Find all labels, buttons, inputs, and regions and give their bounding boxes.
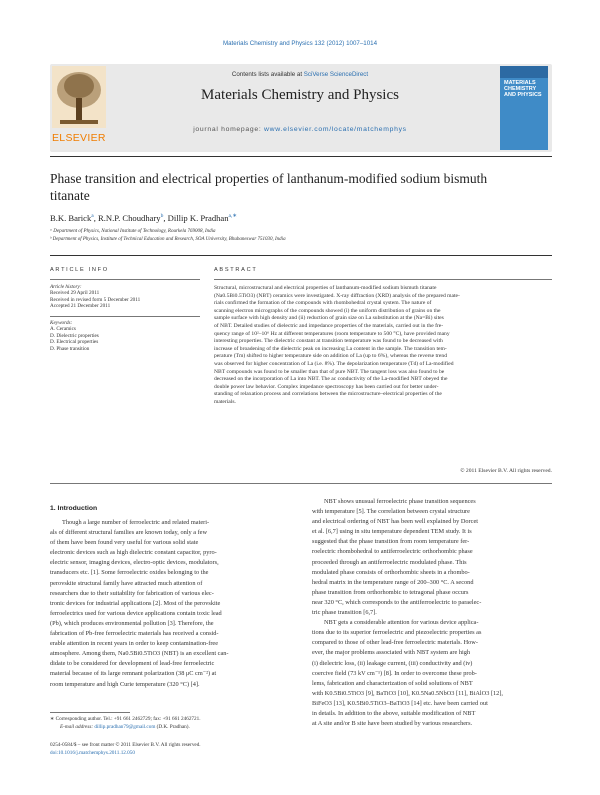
intro-right-column: [312, 497, 552, 729]
abstract-line: of NBT. Detailed studies of dielectric and impedance properties of the materials, carried out in the fre-: [214, 322, 444, 329]
body-line: fabrication of Pb-free ferroelectric materials has received a consid-: [50, 630, 219, 638]
body-line: tronic devices for industrial applications [2]. Most of the perovskite: [50, 599, 221, 607]
issn-line: 0254-0584/$ – see front matter © 2011 Elsevier B.V. All rights reserved.: [50, 742, 201, 748]
author-affil-marker[interactable]: b: [160, 213, 164, 220]
contents-prefix: Contents lists available at: [231, 71, 303, 78]
body-line: Though a large number of ferroelectric and related materi-: [62, 519, 210, 526]
abstract-bottom-rule: [50, 483, 552, 484]
body-line: NBT shows unusual ferroelectric phase transition sequences: [324, 498, 476, 505]
homepage-prefix: journal homepage:: [193, 126, 262, 133]
email-label: E-mail address:: [60, 724, 94, 730]
intro-left-column: [50, 518, 293, 690]
keywords-rule: [50, 316, 200, 317]
body-line: and electrical ordering of NBT has been well explained by Dorcet: [312, 518, 478, 526]
keywords-block: [50, 320, 99, 352]
author-affil-marker[interactable]: a: [91, 213, 94, 220]
homepage-link[interactable]: www.elsevier.com/locate/matchemphys: [264, 126, 407, 133]
abstract-line: increase of broadening of the dielectric peak on increasing La content in the sample. The transition tem-: [214, 345, 447, 352]
body-line: (i) dielectric loss, (ii) leakage current, (iii) conductivity and (iv): [312, 659, 473, 667]
email-suffix: (D.K. Pradhan).: [156, 724, 190, 730]
abstract-body: [214, 285, 552, 407]
body-line: roelectric rhombohedral to antiferroelectric orthorhombic phase: [312, 548, 473, 556]
corresponding-author-note: ∗ Corresponding author. Tel.: +91 661 2462729; fax: +91 661 2462721.: [50, 716, 201, 722]
abstract-line: (Na0.5Bi0.5TiO3) (NBT) ceramics were investigated. X-ray diffraction (XRD) analysis of the prepared mate-: [214, 292, 460, 299]
abstract-line: sample surface with high density and (ii) reduction of grain size on La substitution at the (Na=Bi) sites: [214, 315, 444, 322]
article-history: [50, 284, 140, 310]
history-item: Received 29 April 2011: [50, 290, 100, 297]
body-line: ever, the major problems associated with NBT system are high: [312, 649, 471, 657]
footnote-rule: [50, 712, 130, 713]
body-line: material because of its large remnant polarization (38 μC cm⁻²) at: [50, 670, 217, 678]
body-line: perovskite structural family have attracted much attention of: [50, 579, 203, 587]
body-line: erable attention in recent years in order to keep contamination-free: [50, 640, 219, 648]
header-rule: [50, 156, 552, 157]
history-item: Received in revised form 5 December 2011: [50, 296, 141, 303]
abstract-line: scanning electron micrographs of the compounds showed (i) the uniform distribution of grains on the: [214, 307, 441, 314]
body-line: phase transition from orthorhombic to tetragonal phase occurs: [312, 588, 469, 596]
journal-reference[interactable]: Materials Chemistry and Physics 132 (2012) 1007–1014: [222, 40, 378, 47]
author-name: R.N.P. Choudhary: [98, 213, 161, 223]
body-line: researchers due to their suitability for fabrication of various elec-: [50, 589, 214, 597]
abstract-line: quency range of 10²–10⁶ Hz at different temperatures (room temperature to 500 °C), have provided many: [214, 330, 450, 337]
body-line: in details. In addition to the above, suitable modification of NBT: [312, 709, 476, 717]
body-line: with K0.5Bi0.5TiO3 [9], BaTiO3 [10], K0.5Na0.5NbO3 [11], BiAlO3 [12],: [312, 689, 504, 697]
abstract-line: NBT compounds was found to be smaller than that of pure NBT. The tangent loss was also found to be: [214, 368, 445, 375]
abstract-line: perature (Tm) shifted to higher temperature side on addition of La (up to 6%), whereas the reverse trend: [214, 353, 447, 360]
keywords-label: Keywords:: [50, 320, 73, 326]
cover-title: MATERIALS CHEMISTRY AND PHYSICS: [504, 80, 542, 98]
journal-cover-image: [500, 66, 548, 150]
body-line: transducers etc. [1]. Some ferroelectric oxides belonging to the: [50, 569, 209, 577]
keyword: D. Phase transition: [50, 345, 90, 352]
abstract-line: materials.: [214, 398, 236, 405]
title-rule: [50, 255, 552, 256]
abstract-line: standing of relaxation process and correlations between the microstructure–electrical properties of the: [214, 391, 442, 398]
abstract-rule: [214, 279, 552, 280]
author-list: B.K. Barick$^a$, R.N.P. Choudhary$^b$, Dillip K. Pradhan$^{a,∗}$: [50, 213, 237, 223]
abstract-line: decreased on the incorporation of La into NBT. The ac conductivity of the La-modified NBT obeyed the: [214, 376, 448, 383]
article-title: Phase transition and electrical properties of lanthanum-modified sodium bismuth titanate: [50, 171, 488, 203]
body-line: BiFeO3 [13], K0.5Bi0.5TiO3–BaTiO3 [14] etc. have been carried out: [312, 699, 488, 707]
body-line: electric sensor, imaging devices, electro-optic devices, modulators,: [50, 559, 219, 567]
body-line: coercive field (73 kV cm⁻¹) [8]. In order to overcome these prob-: [312, 669, 477, 677]
body-line: near 320 °C, which corresponds to the antiferroelectric to paraelec-: [312, 598, 482, 606]
abstract-line: Structural, microstructural and electrical properties of lanthanum-modified sodium bismuth titanate: [214, 285, 437, 291]
author-affil-marker[interactable]: a,∗: [228, 213, 237, 220]
article-info-rule: [50, 279, 200, 280]
affiliation: ᵇ Department of Physics, Institute of Technical Education and Research, SOA University, Bhubaneswar 751030, India: [50, 237, 286, 242]
doi-link[interactable]: [50, 750, 135, 756]
history-item: Accepted 21 December 2011: [50, 303, 111, 310]
body-line: lems, fabrication and characterization of solid solutions of NBT: [312, 679, 473, 687]
sciencedirect-link[interactable]: SciVerse ScienceDirect: [303, 71, 369, 78]
article-info-heading: ARTICLE INFO: [50, 267, 109, 273]
abstract-heading: ABSTRACT: [214, 267, 258, 273]
keyword: A. Ceramics: [50, 326, 76, 333]
body-line: atmosphere. Among them, Na0.5Bi0.5TiO3 (NBT) is an excellent can-: [50, 650, 229, 658]
body-line: room temperature and high Curie temperature (320 °C) [4].: [50, 680, 200, 688]
body-line: with temperature [5]. The correlation between crystal structure: [312, 508, 470, 516]
body-line: als of different structural families are known today, only a few: [50, 529, 208, 537]
publisher-name: ELSEVIER: [52, 132, 106, 144]
body-line: tions due to its superior ferroelectric and piezoelectric properties as: [312, 629, 482, 637]
body-line: electronic devices such as high dielectric constant capacitor, pyro-: [50, 549, 217, 557]
doi-text[interactable]: doi:10.1016/j.matchemphys.2011.12.050: [50, 750, 135, 756]
body-line: didate to be considered for development of lead-free ferroelectric: [50, 660, 215, 668]
body-line: compared to those of other lead-free ferroelectric materials. How-: [312, 639, 478, 647]
body-line: hedral matrix in the temperature range of 200–300 °C. A second: [312, 578, 474, 586]
body-line: NBT gets a considerable attention for various device applica-: [324, 619, 479, 627]
body-line: (Pb), which produces environmental pollution [3]. Therefore, the: [50, 619, 214, 627]
body-line: ferroelectrics used for various device applications contain toxic lead: [50, 609, 222, 617]
abstract-line: interesting properties. The dielectric constant at transition temperature was found to be decreased with: [214, 338, 443, 345]
affiliation: ᵃ Department of Physics, National Institute of Technology, Rourkela 769008, India: [50, 229, 216, 234]
author-name: B.K. Barick: [50, 213, 92, 223]
abstract-line: double power law behavior. Complex impedance spectroscopy has been carried out for better under-: [214, 383, 439, 390]
keyword: D. Dielectric properties: [50, 332, 99, 339]
body-line: et al. [6,7] using in situ temperature dependent TEM study. It is: [312, 528, 472, 536]
abstract-line: rials confirmed the formation of the compounds with rhombohedral crystal system. The nature of: [214, 300, 432, 307]
journal-name: Materials Chemistry and Physics: [201, 87, 399, 103]
body-line: proceeded through an antiferroelectric modulated phase. This: [312, 558, 467, 566]
section-heading-introduction: 1. Introduction: [50, 505, 98, 512]
body-line: of them have been found very useful for various solid state: [50, 539, 199, 547]
copyright-notice: © 2011 Elsevier B.V. All rights reserved.: [460, 468, 552, 474]
email-link[interactable]: dillip.pradhan79@gmail.com: [94, 724, 156, 730]
body-line: modulated phase consists of orthorhombic sheets in a rhombo-: [312, 568, 470, 576]
body-line: at A site and/or B site have been studied by various researchers.: [312, 720, 473, 728]
cover-banner: [500, 66, 548, 78]
author-name: Dillip K. Pradhan: [167, 213, 229, 223]
abstract-line: was observed for higher concentration of La (i.e. 8%). The depolarization temperature (Td) of La-modified: [214, 360, 454, 367]
keyword: D. Electrical properties: [50, 339, 99, 346]
body-line: tric phase transition [6,7].: [312, 609, 377, 617]
email-note: [60, 724, 190, 730]
body-line: suggested that the phase transition from room temperature fer-: [312, 538, 470, 546]
history-label: Article history:: [50, 284, 82, 290]
